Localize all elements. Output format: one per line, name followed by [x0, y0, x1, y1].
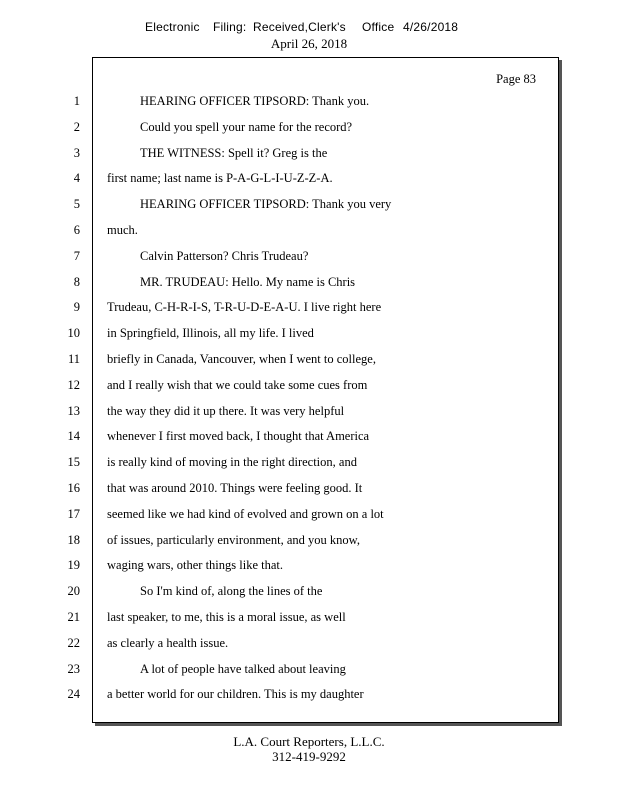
transcript-line-text: that was around 2010. Things were feeling good. It: [107, 481, 363, 495]
header-date-line: April 26, 2018: [270, 36, 348, 51]
transcript-line-text: briefly in Canada, Vancouver, when I went to college,: [107, 352, 376, 366]
line-number: 24: [67, 687, 80, 701]
line-number: 7: [73, 249, 80, 263]
line-number: 10: [67, 326, 80, 340]
line-number: 3: [73, 146, 80, 160]
transcript-line-text: as clearly a health issue.: [107, 636, 229, 650]
line-number: 20: [67, 584, 80, 598]
transcript-line-text: MR. TRUDEAU: Hello. My name is Chris: [140, 275, 356, 289]
footer-company: L.A. Court Reporters, L.L.C.: [233, 734, 385, 749]
transcript-line-text: seemed like we had kind of evolved and grown on a lot: [107, 507, 384, 521]
page-number: Page 83: [496, 72, 536, 86]
line-number: 22: [67, 636, 80, 650]
line-number: 6: [73, 223, 80, 237]
transcript-line-text: in Springfield, Illinois, all my life. I lived: [107, 326, 314, 340]
header-office: Office: [362, 20, 395, 34]
line-number: 12: [67, 378, 80, 392]
line-number: 23: [67, 662, 80, 676]
line-number: 16: [67, 481, 80, 495]
line-number: 5: [73, 197, 80, 211]
transcript-line-text: Could you spell your name for the record?: [140, 120, 353, 134]
header-received: Received,Clerk's: [253, 20, 346, 34]
line-number: 21: [67, 610, 80, 624]
transcript-line-text: A lot of people have talked about leaving: [140, 662, 346, 676]
line-number: 17: [67, 507, 80, 521]
line-number: 18: [67, 533, 80, 547]
line-number: 19: [67, 558, 80, 572]
transcript-line-text: HEARING OFFICER TIPSORD: Thank you.: [140, 94, 370, 108]
line-number: 1: [73, 94, 80, 108]
header-date: 4/26/2018: [403, 20, 459, 34]
header-filing: Filing:: [213, 20, 247, 34]
line-number: 11: [67, 352, 80, 366]
transcript-line-text: Calvin Patterson? Chris Trudeau?: [140, 249, 309, 263]
transcript-line-text: last speaker, to me, this is a moral issue, as well: [107, 610, 346, 624]
transcript-line-text: THE WITNESS: Spell it? Greg is the: [140, 146, 328, 160]
transcript-line-text: first name; last name is P-A-G-L-I-U-Z-Z-A.: [107, 171, 333, 185]
line-number: 4: [73, 171, 80, 185]
line-number: 2: [73, 120, 80, 134]
line-number: 9: [73, 300, 80, 314]
transcript-line-text: much.: [107, 223, 138, 237]
line-number: 8: [73, 275, 80, 289]
line-number: 14: [67, 429, 80, 443]
line-number: 15: [67, 455, 80, 469]
footer-phone: 312-419-9292: [272, 749, 346, 764]
transcript-line-text: and I really wish that we could take some cues from: [107, 378, 368, 392]
transcript-line-text: Trudeau, C-H-R-I-S, T-R-U-D-E-A-U. I live right here: [107, 300, 382, 314]
transcript-line-text: So I'm kind of, along the lines of the: [140, 584, 323, 598]
header-electronic: Electronic: [145, 20, 200, 34]
line-number: 13: [67, 404, 80, 418]
transcript-line-text: waging wars, other things like that.: [107, 558, 284, 572]
transcript-line-text: is really kind of moving in the right direction, and: [107, 455, 357, 469]
transcript-line-text: HEARING OFFICER TIPSORD: Thank you very: [140, 197, 392, 211]
transcript-line-text: of issues, particularly environment, and you know,: [107, 533, 360, 547]
transcript-line-text: the way they did it up there. It was very helpful: [107, 404, 345, 418]
transcript-line-text: whenever I first moved back, I thought that America: [107, 429, 370, 443]
transcript-line-text: a better world for our children. This is my daughter: [107, 687, 364, 701]
